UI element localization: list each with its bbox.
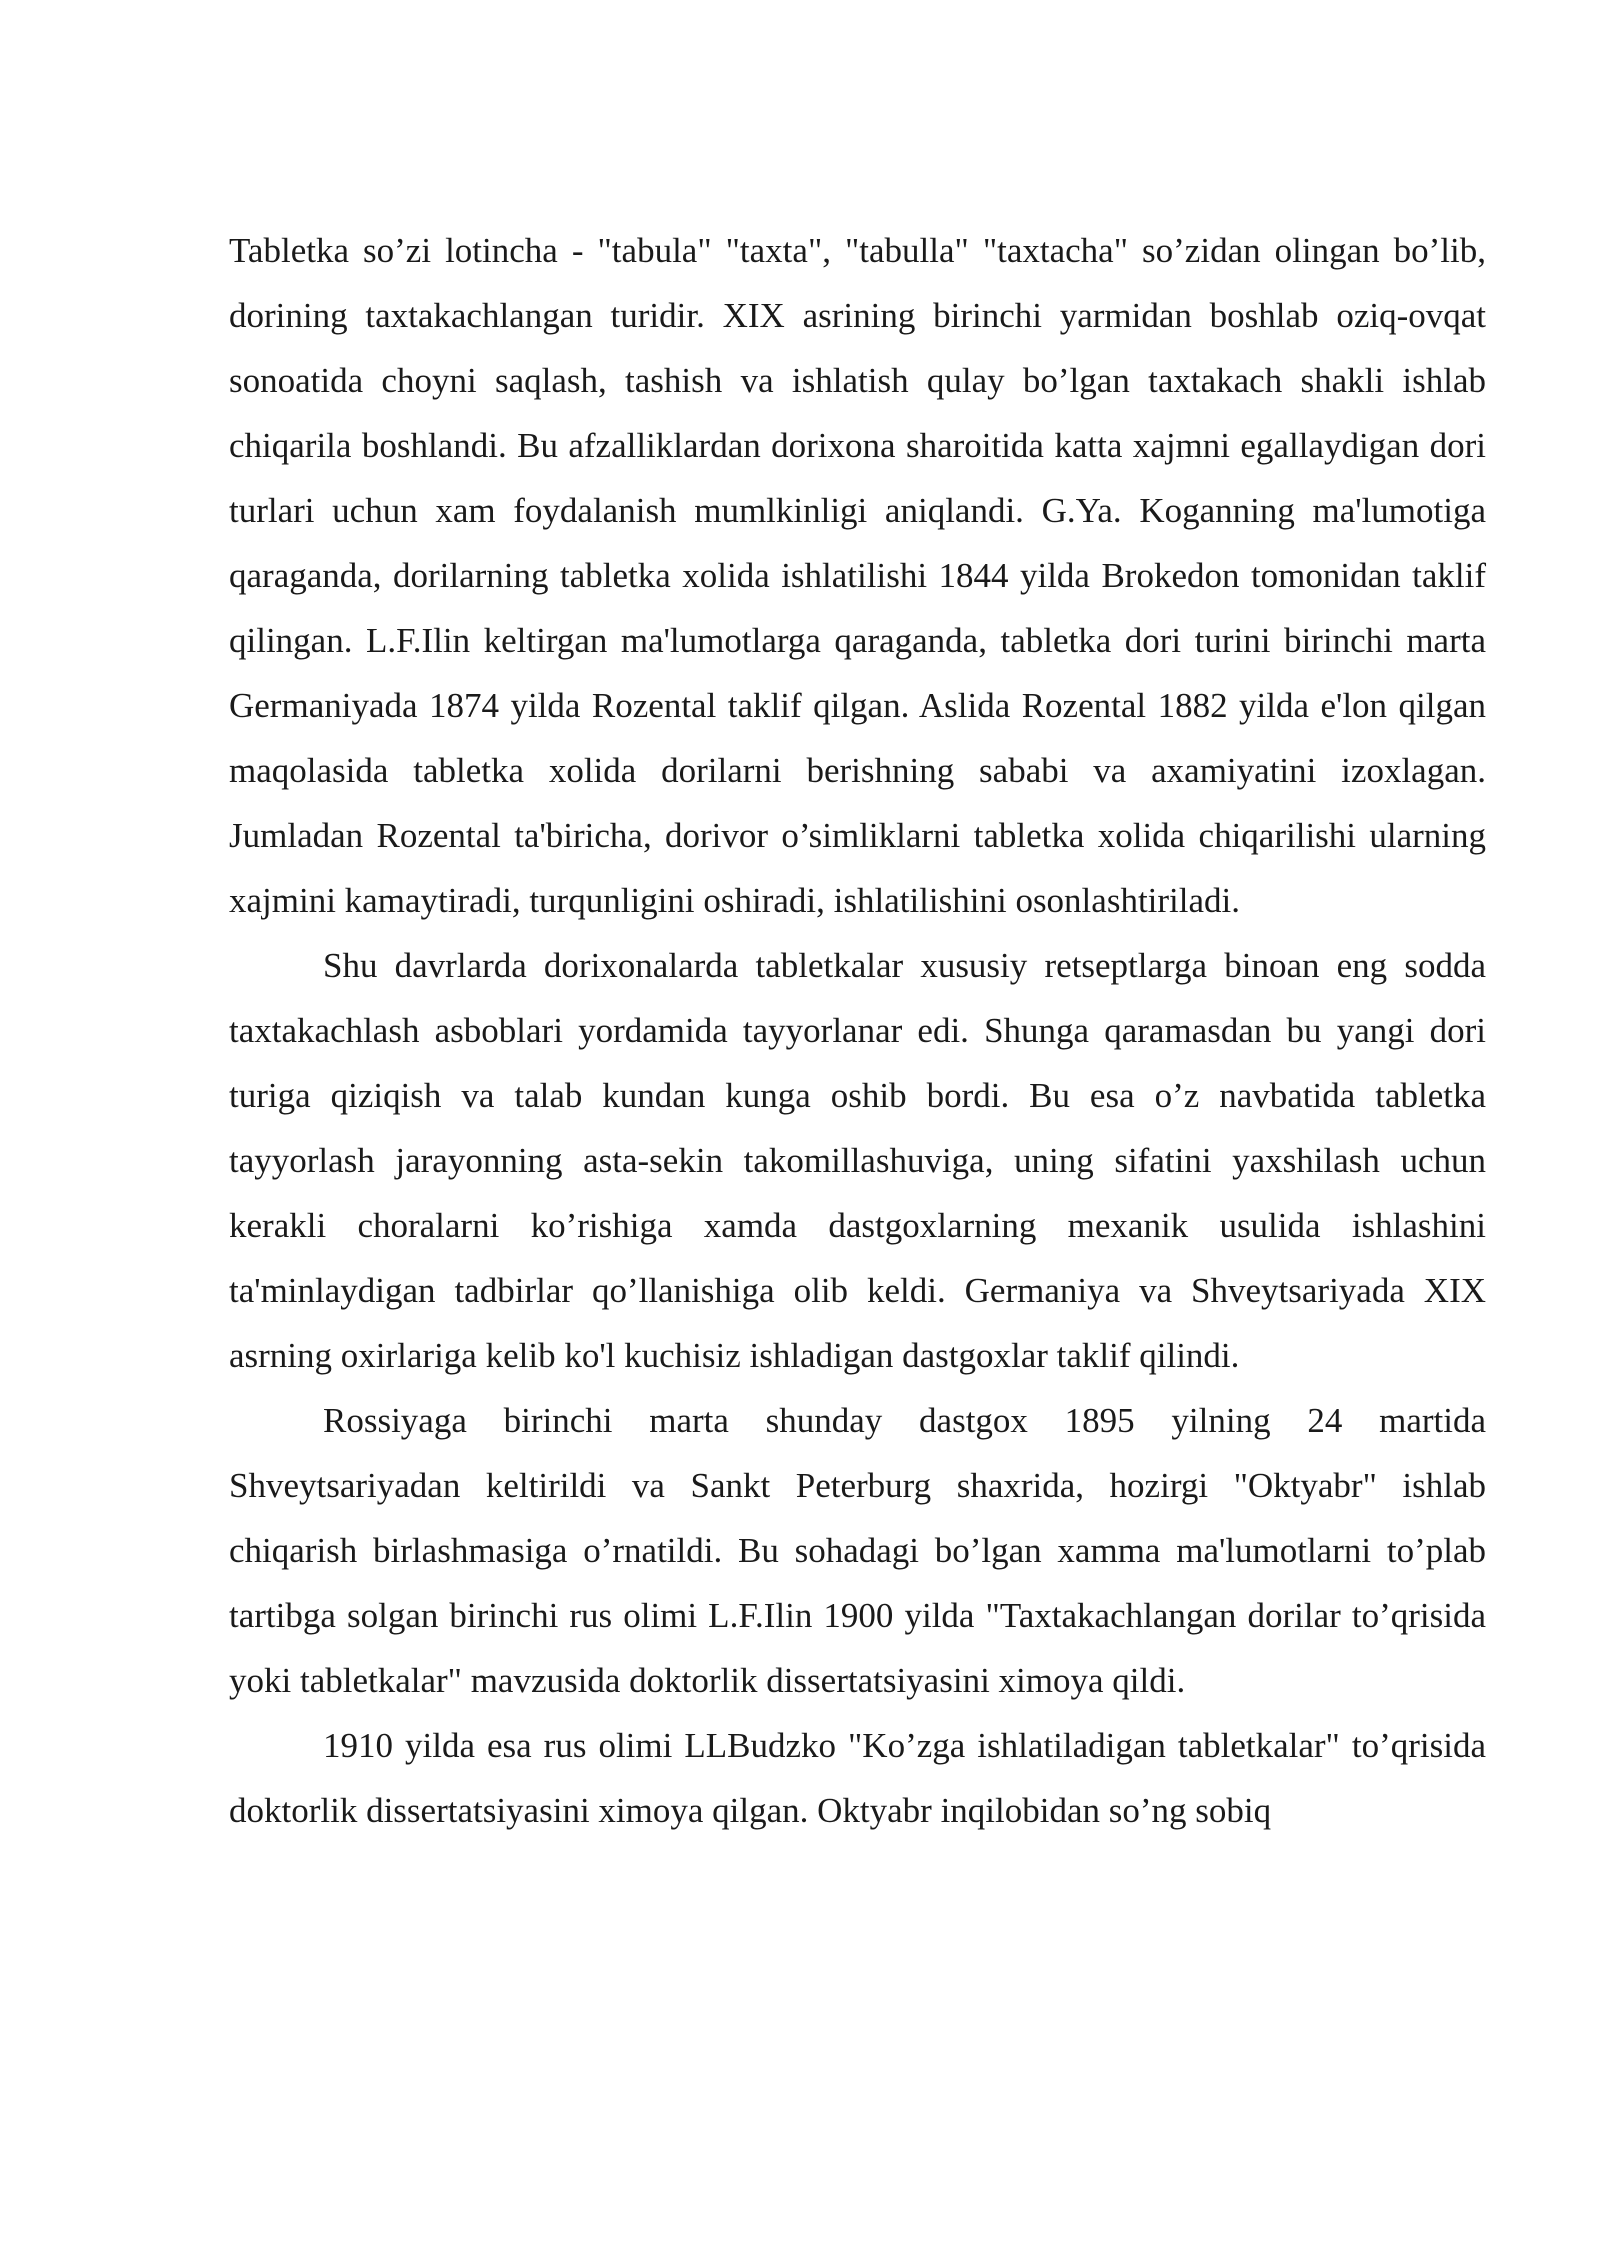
paragraph-3: Rossiyaga birinchi marta shunday dastgox 1895 yilning 24 martida Shveytsariyadan keltirildi va Sankt Peterburg shaxrida, hozirgi "Oktyabr" ishlab chiqarish birlashmasiga o’rnatildi. Bu sohadagi bo’lgan xamma ma'lumotlarni to’plab tartibga solgan birinchi rus olimi L.F.Ilin 1900 yilda "Taxtakachlangan dorilar to’qrisida yoki tabletkalar" mavzusida doktorlik dissertatsiyasini ximoya qildi.: [229, 1401, 1486, 1700]
paragraph-4: 1910 yilda esa rus olimi LLBudzko "Ko’zga ishlatiladigan tabletkalar" to’qrisida doktorlik dissertatsiyasini ximoya qilgan. Oktyabr inqilobidan so’ng sobiq: [229, 1726, 1486, 1830]
body-text: [229, 218, 1486, 1843]
paragraph-2: Shu davrlarda dorixonalarda tabletkalar xususiy retseptlarga binoan eng sodda taxtakachlash asboblari yordamida tayyorlanar edi. Shunga qaramasdan bu yangi dori turiga qiziqish va talab kundan kunga oshib bordi. Bu esa o’z navbatida tabletka tayyorlash jarayonning asta-sekin takomillashuviga, uning sifatini yaxshilash uchun kerakli choralarni ko’rishiga xamda dastgoxlarning mexanik usulida ishlashini ta'minlaydigan tadbirlar qo’llanishiga olib keldi. Germaniya va Shveytsariyada XIX asrning oxirlariga kelib ko'l kuchisiz ishladigan dastgoxlar taklif qilindi.: [229, 946, 1486, 1375]
paragraph-1: Tabletka so’zi lotincha - "tabula" "taxta", "tabulla" "taxtacha" so’zidan olingan bo’lib, dorining taxtakachlangan turidir. XIX asrining birinchi yarmidan boshlab oziq-ovqat sonoatida choyni saqlash, tashish va ishlatish qulay bo’lgan taxtakach shakli ishlab chiqarila boshlandi. Bu afzalliklardan dorixona sharoitida katta xajmni egallaydigan dori turlari uchun xam foydalanish mumlkinligi aniqlandi. G.Ya. Koganning ma'lumotiga qaraganda, dorilarning tabletka xolida ishlatilishi 1844 yilda Brokedon tomonidan taklif qilingan. L.F.Ilin keltirgan ma'lumotlarga qaraganda, tabletka dori turini birinchi marta Germaniyada 1874 yilda Rozental taklif qilgan. Aslida Rozental 1882 yilda e'lon qilgan maqolasida tabletka xolida dorilarni berishning sababi va axamiyatini izoxlagan. Jumladan Rozental ta'biricha, dorivor o’simliklarni tabletka xolida chiqarilishi ularning xajmini kamaytiradi, turqunligini oshiradi, ishlatilishini osonlashtiriladi.: [229, 231, 1486, 920]
